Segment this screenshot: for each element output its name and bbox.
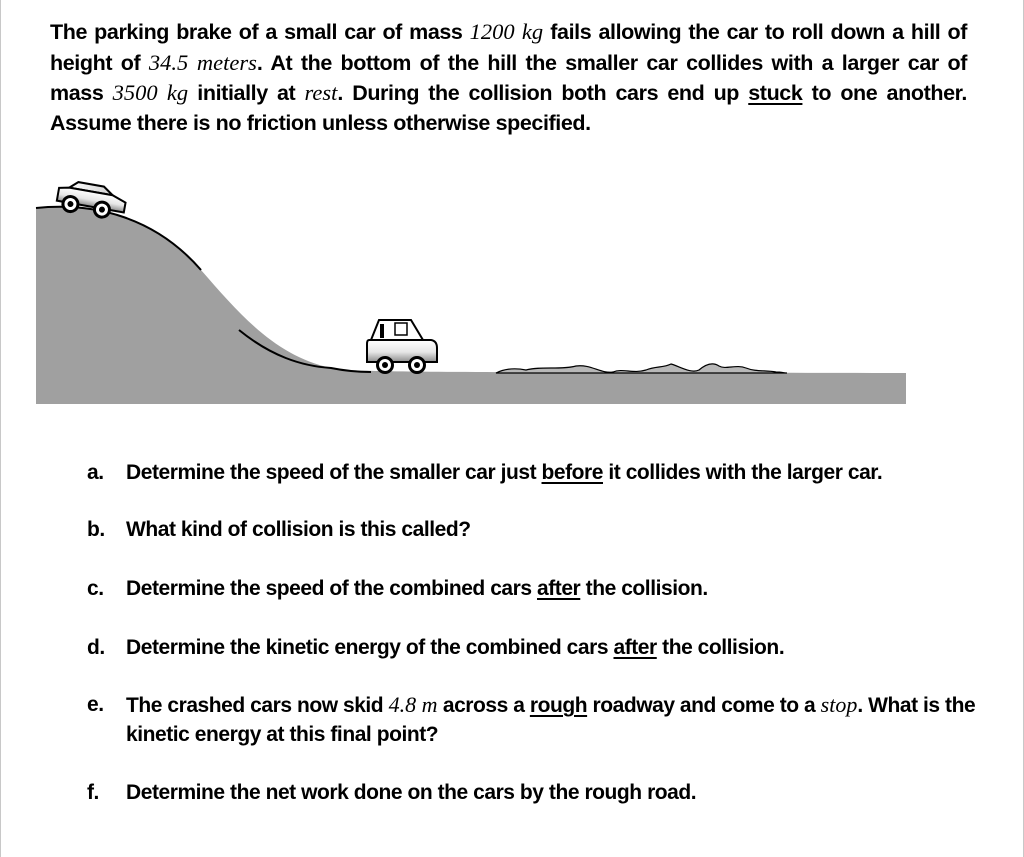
- stop-term: stop: [820, 692, 858, 717]
- skid-distance: 4.8 m: [388, 692, 438, 717]
- underlined-term: rough: [529, 694, 588, 717]
- hill-collision-diagram: [1, 165, 1024, 415]
- large-car-mass: 3500 kg: [112, 80, 189, 105]
- problem-text: to one another. Assume there is no friction unless otherwise specified.: [50, 81, 967, 135]
- problem-text: initially at: [188, 81, 305, 105]
- question-letter: e.: [87, 693, 104, 716]
- hill-ground: [36, 207, 906, 404]
- rough-road-patch: [496, 364, 787, 373]
- question-letter: f.: [87, 781, 99, 804]
- underlined-term: after: [613, 636, 657, 659]
- hill-height: 34.5 meters: [148, 49, 257, 75]
- question-letter: c.: [87, 577, 104, 600]
- question-list: [87, 458, 977, 807]
- question-f: f. Determine the net work done on the cars by the rough road.: [87, 778, 977, 807]
- question-c: c. Determine the speed of the combined cars after the collision.: [87, 574, 977, 603]
- large-car-body: [367, 340, 437, 362]
- problem-text: . At the bottom of the hill the smaller car collides with a larger car of mass: [50, 50, 967, 105]
- underlined-term: before: [541, 461, 603, 484]
- problem-statement: [50, 17, 967, 138]
- question-a: a. Determine the speed of the smaller car just before it collides with the larger car.: [87, 458, 977, 487]
- question-d: d. Determine the kinetic energy of the combined cars after the collision.: [87, 633, 977, 662]
- underlined-term: after: [537, 577, 581, 600]
- question-letter: b.: [87, 518, 105, 541]
- small-car-mass: 1200 kg: [469, 19, 544, 44]
- rest-term: rest: [304, 80, 338, 105]
- stuck-term: stuck: [748, 81, 803, 105]
- question-b: b. What kind of collision is this called?: [87, 515, 977, 544]
- problem-text: The parking brake of a small car of mass: [50, 20, 470, 44]
- large-car: [367, 320, 437, 373]
- question-e: e. The crashed cars now skid 4.8 m across a rough roadway and come to a stop. What is the kinetic energy at this final point?: [87, 692, 976, 746]
- problem-text: fails allowing the car to roll down a hill of height of: [50, 20, 967, 75]
- problem-text: . During the collision both cars end up: [337, 81, 749, 105]
- question-letter: d.: [87, 636, 105, 659]
- question-letter: a.: [87, 461, 104, 484]
- large-car-window: [395, 323, 407, 335]
